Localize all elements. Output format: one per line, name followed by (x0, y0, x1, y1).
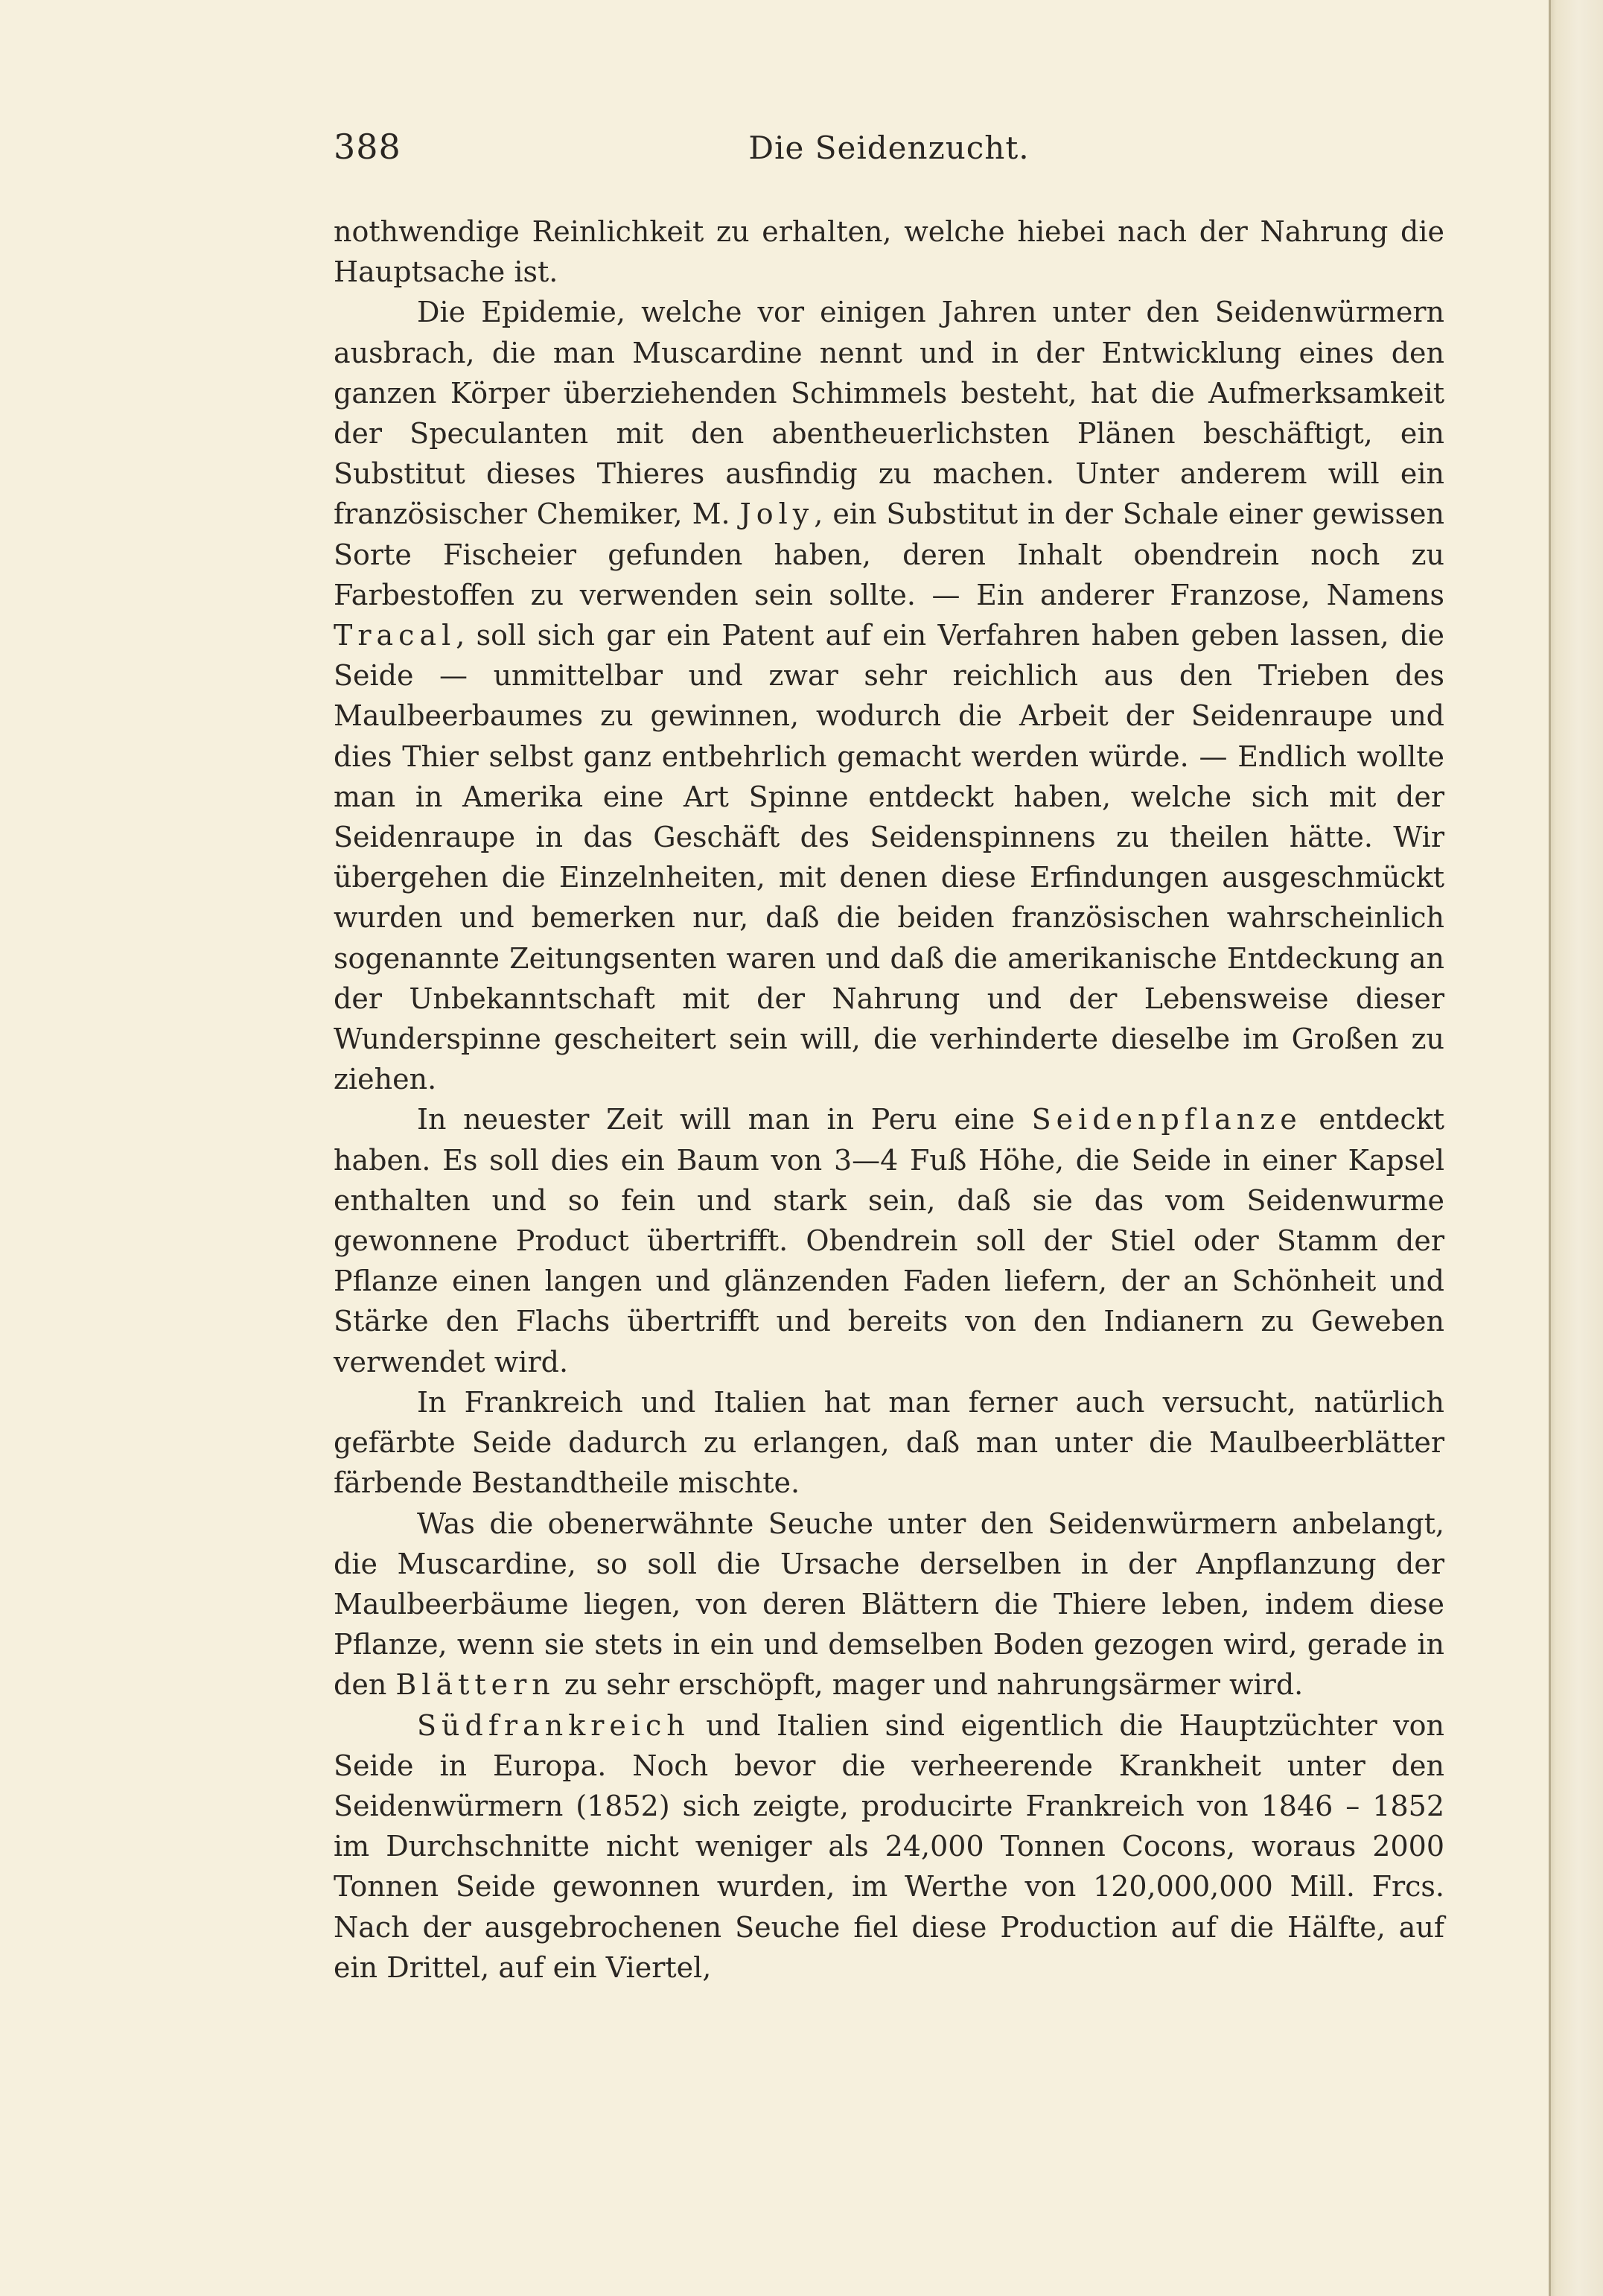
emphasis-text: Seidenpflanze (1031, 1103, 1302, 1136)
page-edge (1549, 0, 1603, 2296)
paragraph (334, 1705, 1444, 1988)
page-header (334, 127, 1444, 179)
body-text (334, 212, 1444, 1988)
paragraph-text: nothwendige Reinlichkeit zu erhalten, welche hiebei nach der Nahrung die Hauptsache ist. (334, 215, 1444, 289)
paragraph (334, 1099, 1444, 1381)
paragraph-text: Was die obenerwähnte Seuche unter den Seidenwürmern anbelangt, die Muscardine, so soll die Ursache derselben in der Anpflanzung der Maulbeerbäume liegen, von deren Blättern die Thiere leben, indem diese Pflanze, wenn sie stets in ein und demselben Boden gezogen wird, gerade in den (334, 1507, 1444, 1702)
emphasis-text: Tracal (334, 619, 456, 652)
paragraph-text: In neuester Zeit will man in Peru eine (417, 1103, 1032, 1136)
paragraph-text: entdeckt haben. Es soll dies ein Baum von 3—4 Fuß Höhe, die Seide in einer Kapsel enthalten und so fein und stark sein, daß sie das vom Seidenwurme gewonnene Product übertrifft. Obendrein soll der Stiel oder Stamm der Pflanze einen langen und glänzenden Faden liefern, der an Schönheit und Stärke den Flachs übertrifft und bereits von den Indianern zu Geweben verwendet wird. (334, 1103, 1444, 1378)
paragraph-text: In Frankreich und Italien hat man ferner auch versucht, natürlich gefärbte Seide dadurch zu erlangen, daß man unter die Maulbeerblätter färbende Bestandtheile mischte. (334, 1385, 1444, 1500)
page-number: 388 (334, 127, 401, 167)
paragraph (334, 1504, 1444, 1705)
paragraph-text: zu sehr erschöpft, mager und nahrungsärmer wird. (555, 1668, 1304, 1702)
running-title: Die Seidenzucht. (748, 130, 1030, 166)
paragraph-text: , soll sich gar ein Patent auf ein Verfahren haben geben lassen, die Seide — unmittelbar und zwar sehr reichlich aus den Trieben des Maulbeerbaumes zu gewinnen, wodurch die Arbeit der Seidenraupe und dies Thier selbst ganz entbehrlich gemacht werden würde. — Endlich wollte man in Amerika eine Art Spinne entdeckt haben, welche sich mit der Seidenraupe in das Geschäft des Seidenspinnens zu theilen hätte. Wir übergehen die Einzelnheiten, mit denen diese Erfindungen ausgeschmückt wurden und bemerken nur, daß die beiden französischen wahrscheinlich sogenannte Zeitungsenten waren und daß die amerikanische Entdeckung an der Unbekanntschaft mit der Nahrung und der Lebensweise dieser Wunderspinne gescheitert sein will, die verhinderte dieselbe im Großen zu ziehen. (334, 619, 1444, 1096)
paragraph-text: und Italien sind eigentlich die Hauptzüchter von Seide in Europa. Noch bevor die verheerende Krankheit unter den Seidenwürmern (1852) sich zeigte, producirte Frankreich von 1846 – 1852 im Durchschnitte nicht weniger als 24,000 Tonnen Cocons, woraus 2000 Tonnen Seide gewonnen wurden, im Werthe von 120,000,000 Mill. Frcs. Nach der ausgebrochenen Seuche fiel diese Production auf die Hälfte, auf ein Drittel, auf ein Viertel, (334, 1708, 1444, 1984)
paragraph (334, 212, 1444, 292)
paragraph-text: , ein Substitut in der Schale einer gewissen Sorte Fischeier gefunden haben, deren Inhalt obendrein noch zu Farbestoffen zu verwenden sein sollte. — Ein anderer Franzose, Namens (334, 497, 1444, 611)
emphasis-text: Südfrankreich (417, 1708, 690, 1742)
paragraph (334, 292, 1444, 1099)
emphasis-text: Joly (739, 497, 815, 531)
emphasis-text: Blättern (395, 1668, 555, 1702)
paragraph (334, 1382, 1444, 1504)
paragraph-text: Die Epidemie, welche vor einigen Jahren unter den Seidenwürmern ausbrach, die man Muscardine nennt und in der Entwicklung eines den ganzen Körper überziehenden Schimmels besteht, hat die Aufmerksamkeit der Speculanten mit den abentheuerlichsten Plänen beschäftigt, ein Substitut dieses Thieres ausfindig zu machen. Unter anderem will ein französischer Chemiker, M. (334, 296, 1444, 531)
